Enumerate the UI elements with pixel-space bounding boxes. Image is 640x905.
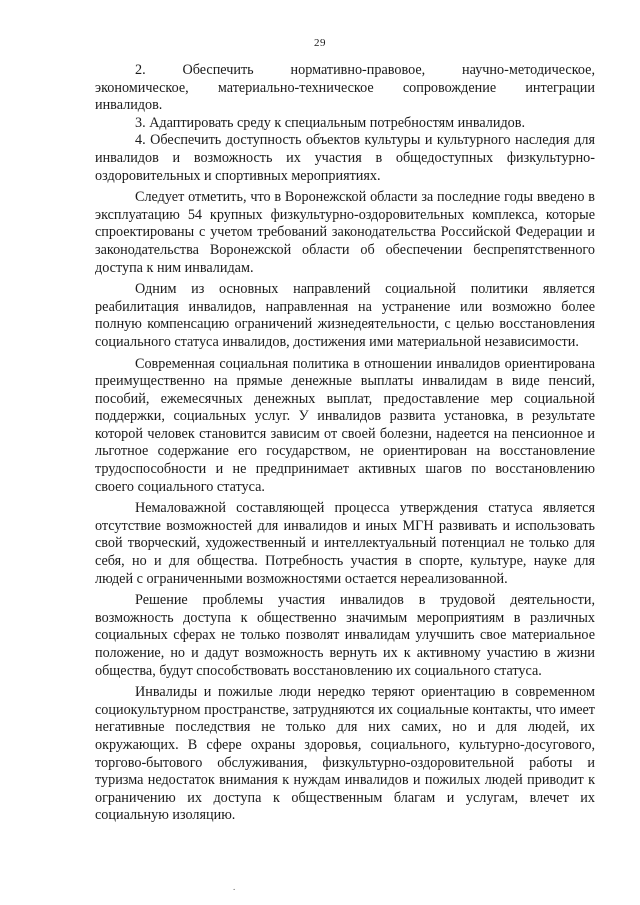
paragraph-elderly-orientation: Инвалиды и пожилые люди нередко теряют ориентацию в современном социокультурном пространстве, затрудняются их социальные контакты, что имеет негативные последствия не только для них самих, но и для людей, их окружающих. В сфере охраны здоровья, социального, культурно-досугового, торгово-бытового обслуживания, физкультурно-оздоровительной работы и туризма недостаток внимания к нуждам инвалидов и пожилых людей приводит к ограничению их доступа к общественным благам и услугам, влечет их социальную изоляцию.: [95, 684, 595, 824]
paragraph-rehabilitation: Одним из основных направлений социальной политики является реабилитация инвалидов, направленная на устранение или возможно более полную компенсацию ограничений жизнедеятельности, с целью восстановления социального статуса инвалидов, достижения ими материальной независимости.: [95, 281, 595, 350]
list-item-4: 4. Обеспечить доступность объектов культуры и культурного наследия для инвалидов и возможность их участия в общедоступных физкультурно-оздоровительных и спортивных мероприятиях.: [95, 132, 595, 184]
footer-mark: .: [233, 882, 236, 892]
paragraph-labor-participation: Решение проблемы участия инвалидов в трудовой деятельности, возможность доступа к общественно значимым мероприятиям в различных социальных сферах не только позволят инвалидам улучшить свое материальное положение, но и дадут возможность вернуть их к активному участию в жизни общества, будут способствовать восстановлению их социального статуса.: [95, 592, 595, 679]
paragraph-sports-complexes: Следует отметить, что в Воронежской области за последние годы введено в эксплуатацию 54 крупных физкультурно-оздоровительных комплекса, которые спроектированы с учетом требований законодательства Российской Федерации и законодательства Воронежской области об обеспечении беспрепятственного доступа к ним инвалидам.: [95, 189, 595, 276]
page-number: 29: [314, 37, 326, 49]
list-item-2: 2. Обеспечить нормативно-правовое, научно-методическое, экономическое, материально-техническое сопровождение интеграции инвалидов.: [95, 62, 595, 114]
document-body: [95, 62, 595, 829]
paragraph-status-affirmation: Немаловажной составляющей процесса утверждения статуса является отсутствие возможностей для инвалидов и иных МГН развивать и использовать свой творческий, художественный и интеллектуальный потенциал не только для себя, но и для общества. Потребность участия в спорте, культуре, науке для людей с ограниченными возможностями остается нереализованной.: [95, 500, 595, 587]
list-item-3: 3. Адаптировать среду к специальным потребностям инвалидов.: [135, 114, 526, 131]
paragraph-social-policy: Современная социальная политика в отношении инвалидов ориентирована преимущественно на прямые денежные выплаты инвалидам в виде пенсий, пособий, ежемесячных денежных выплат, предоставление мер социальной поддержки, социальных услуг. У инвалидов развита установка, в результате которой человек становится зависим от своей болезни, надеется на пенсионное и льготное содержание его государством, не ориентирован на восстановление трудоспособности и не предпринимает активных шагов по восстановлению своего социального статуса.: [95, 355, 595, 495]
